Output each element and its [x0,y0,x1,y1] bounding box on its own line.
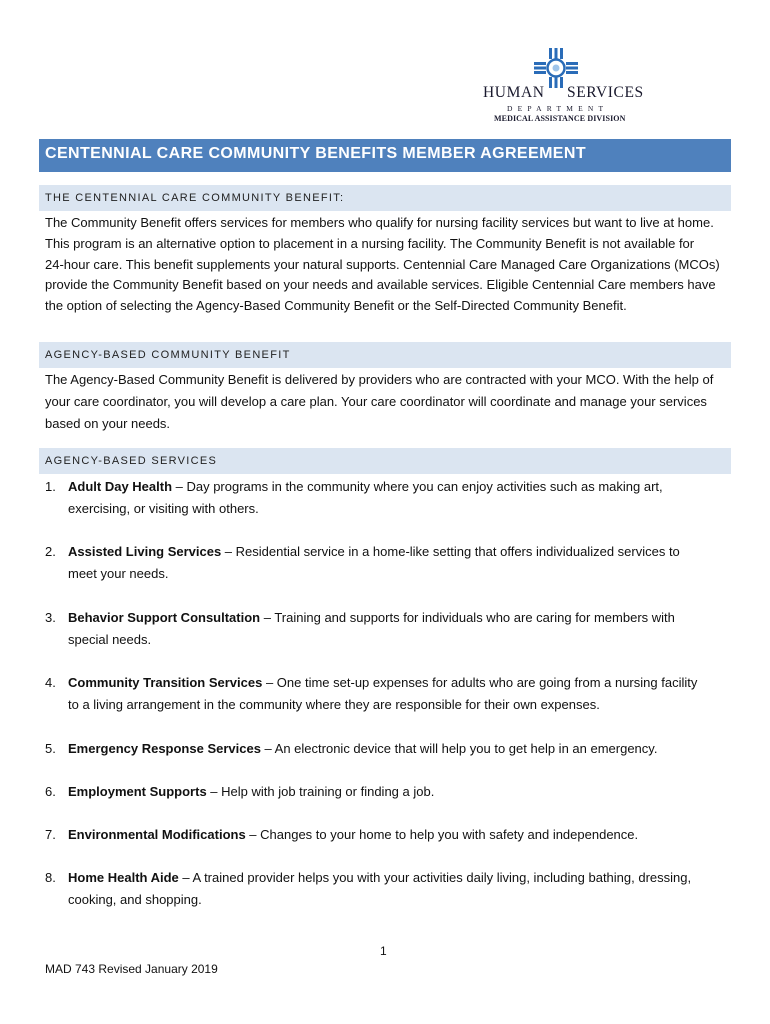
community-benefit-paragraph: The Community Benefit offers services for members who qualify for nursing facility services but want to live at home. This program is an alternative option to placement in a nursing facility. The Community Benefit is not available for 24‑hour care. This benefit supplements your natural supports. Centennial Care Managed Care Organizations (MCOs) provide the Community Benefit based on your needs and available services. Eligible Centennial Care members have the option of selecting the Agency‑Based Community Benefit or the Self-Directed Community Benefit. [45,215,720,314]
list-number: 1. [45,479,56,494]
service-name: Behavior Support Consultation [68,610,261,625]
list-number: 6. [45,784,56,799]
document-title: CENTENNIAL CARE COMMUNITY BENEFITS MEMBER AGREEMENT [45,145,587,162]
service-description: – A trained provider helps you with your activities daily living, including bathing, dressing, cooking, and shopping. [68,870,692,907]
list-number: 3. [45,610,56,625]
service-description: – Residential service in a home‑like setting that offers individualized services to meet your needs. [68,544,680,581]
service-name: Home Health Aide [68,870,179,885]
section-heading-agency-based-services [39,448,731,474]
service-name: Emergency Response Services [68,741,261,756]
logo-word-human: HUMAN [483,84,545,101]
service-description: – One time set-up expenses for adults who are going from a nursing facility to a living arrangement in the community where they are responsible for their own expenses. [68,675,698,712]
logo-department: DEPARTMENT [507,104,609,113]
service-name: Community Transition Services [68,675,263,690]
service-description: – Day programs in the community where you can enjoy activities such as making art, exercising, or visiting with others. [68,479,663,516]
service-description: – Help with job training or finding a job. [206,784,435,799]
page-number: 1 [380,944,387,958]
service-name: Employment Supports [68,784,207,799]
service-name: Assisted Living Services [68,544,222,559]
section-heading-text: AGENCY-BASED COMMUNITY BENEFIT [45,349,291,361]
list-number: 4. [45,675,56,690]
service-description: – An electronic device that will help you to get help in an emergency. [260,741,658,756]
service-description: – Training and supports for individuals who are caring for members with special needs. [68,610,675,647]
hsd-logo [480,48,644,123]
logo-division: MEDICAL ASSISTANCE DIVISION [494,114,626,123]
list-number: 8. [45,870,56,885]
list-number: 5. [45,741,56,756]
list-number: 2. [45,544,56,559]
form-revision-footer: MAD 743 Revised January 2019 [45,962,218,976]
section-heading-community-benefit [39,185,731,211]
service-name: Adult Day Health [68,479,173,494]
section-heading-text: AGENCY-BASED SERVICES [45,455,218,467]
agency-based-benefit-paragraph: The Agency-Based Community Benefit is delivered by providers who are contracted with your MCO. With the help of your care coordinator, you will develop a care plan. Your care coordinator will coordinate and manage your services based on your needs. [45,372,714,431]
document-title-bar [39,139,731,172]
section-heading-text: THE CENTENNIAL CARE COMMUNITY BENEFIT: [45,192,345,204]
zia-sun-symbol-icon [532,48,580,88]
logo-word-services: SERVICES [567,84,644,101]
list-number: 7. [45,827,56,842]
section-heading-agency-based-benefit [39,342,731,368]
logo-wordmark [480,84,644,102]
service-description: – Changes to your home to help you with safety and independence. [245,827,639,842]
service-name: Environmental Modifications [68,827,246,842]
